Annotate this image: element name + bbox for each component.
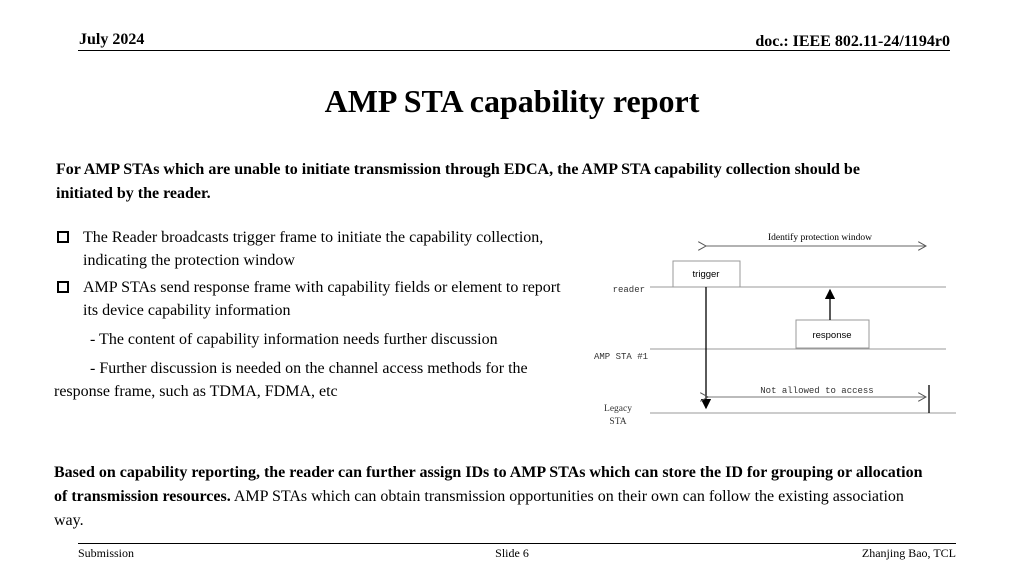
slide-title: AMP STA capability report	[324, 83, 700, 119]
bullet-item	[54, 226, 574, 272]
conclusion-normal-text: AMP STAs which can obtain transmission opportunities on their own can follow the existing association way.	[54, 488, 904, 529]
footer-slide-number: Slide 6	[495, 546, 529, 560]
bullet-text: The Reader broadcasts trigger frame to initiate the capability collection, indicating the protection window	[83, 229, 544, 269]
square-bullet-icon	[57, 281, 69, 293]
response-label: response	[812, 330, 852, 341]
bullet-list	[54, 226, 574, 407]
sub-point: - Further discussion is needed on the channel access methods for the response frame, such as TDMA, FDMA, etc	[54, 360, 528, 400]
protection-window-diagram	[580, 222, 960, 442]
sub-point: - The content of capability information needs further discussion	[90, 331, 498, 348]
amp-sta-label: AMP STA #1	[593, 352, 648, 362]
legacy-label: Legacy	[604, 404, 632, 414]
not-allowed-label: Not allowed to access	[760, 386, 874, 396]
square-bullet-icon	[57, 231, 69, 243]
reader-label: reader	[612, 285, 645, 295]
conclusion-bold-text: Based on capability reporting, the reader can further assign IDs to AMP STAs which can store the ID for grouping or allocation of transmission resources.	[54, 464, 923, 505]
footer-submission: Submission	[78, 546, 135, 560]
intro-paragraph: For AMP STAs which are unable to initiate transmission through EDCA, the AMP STA capability collection should be initiated by the reader.	[56, 161, 860, 202]
bullet-text: AMP STAs send response frame with capability fields or element to report its device capability information	[83, 279, 561, 319]
conclusion-paragraph	[54, 461, 934, 533]
legacy-label: STA	[609, 417, 627, 427]
window-label: Identify protection window	[768, 233, 872, 243]
header-doc-id: doc.: IEEE 802.11-24/1194r0	[755, 33, 950, 50]
footer-divider	[78, 543, 956, 544]
trigger-label: trigger	[692, 269, 720, 280]
bullet-item	[54, 276, 574, 322]
footer-author: Zhanjing Bao, TCL	[861, 546, 956, 560]
header-date: July 2024	[79, 31, 145, 48]
header-divider	[78, 50, 950, 51]
